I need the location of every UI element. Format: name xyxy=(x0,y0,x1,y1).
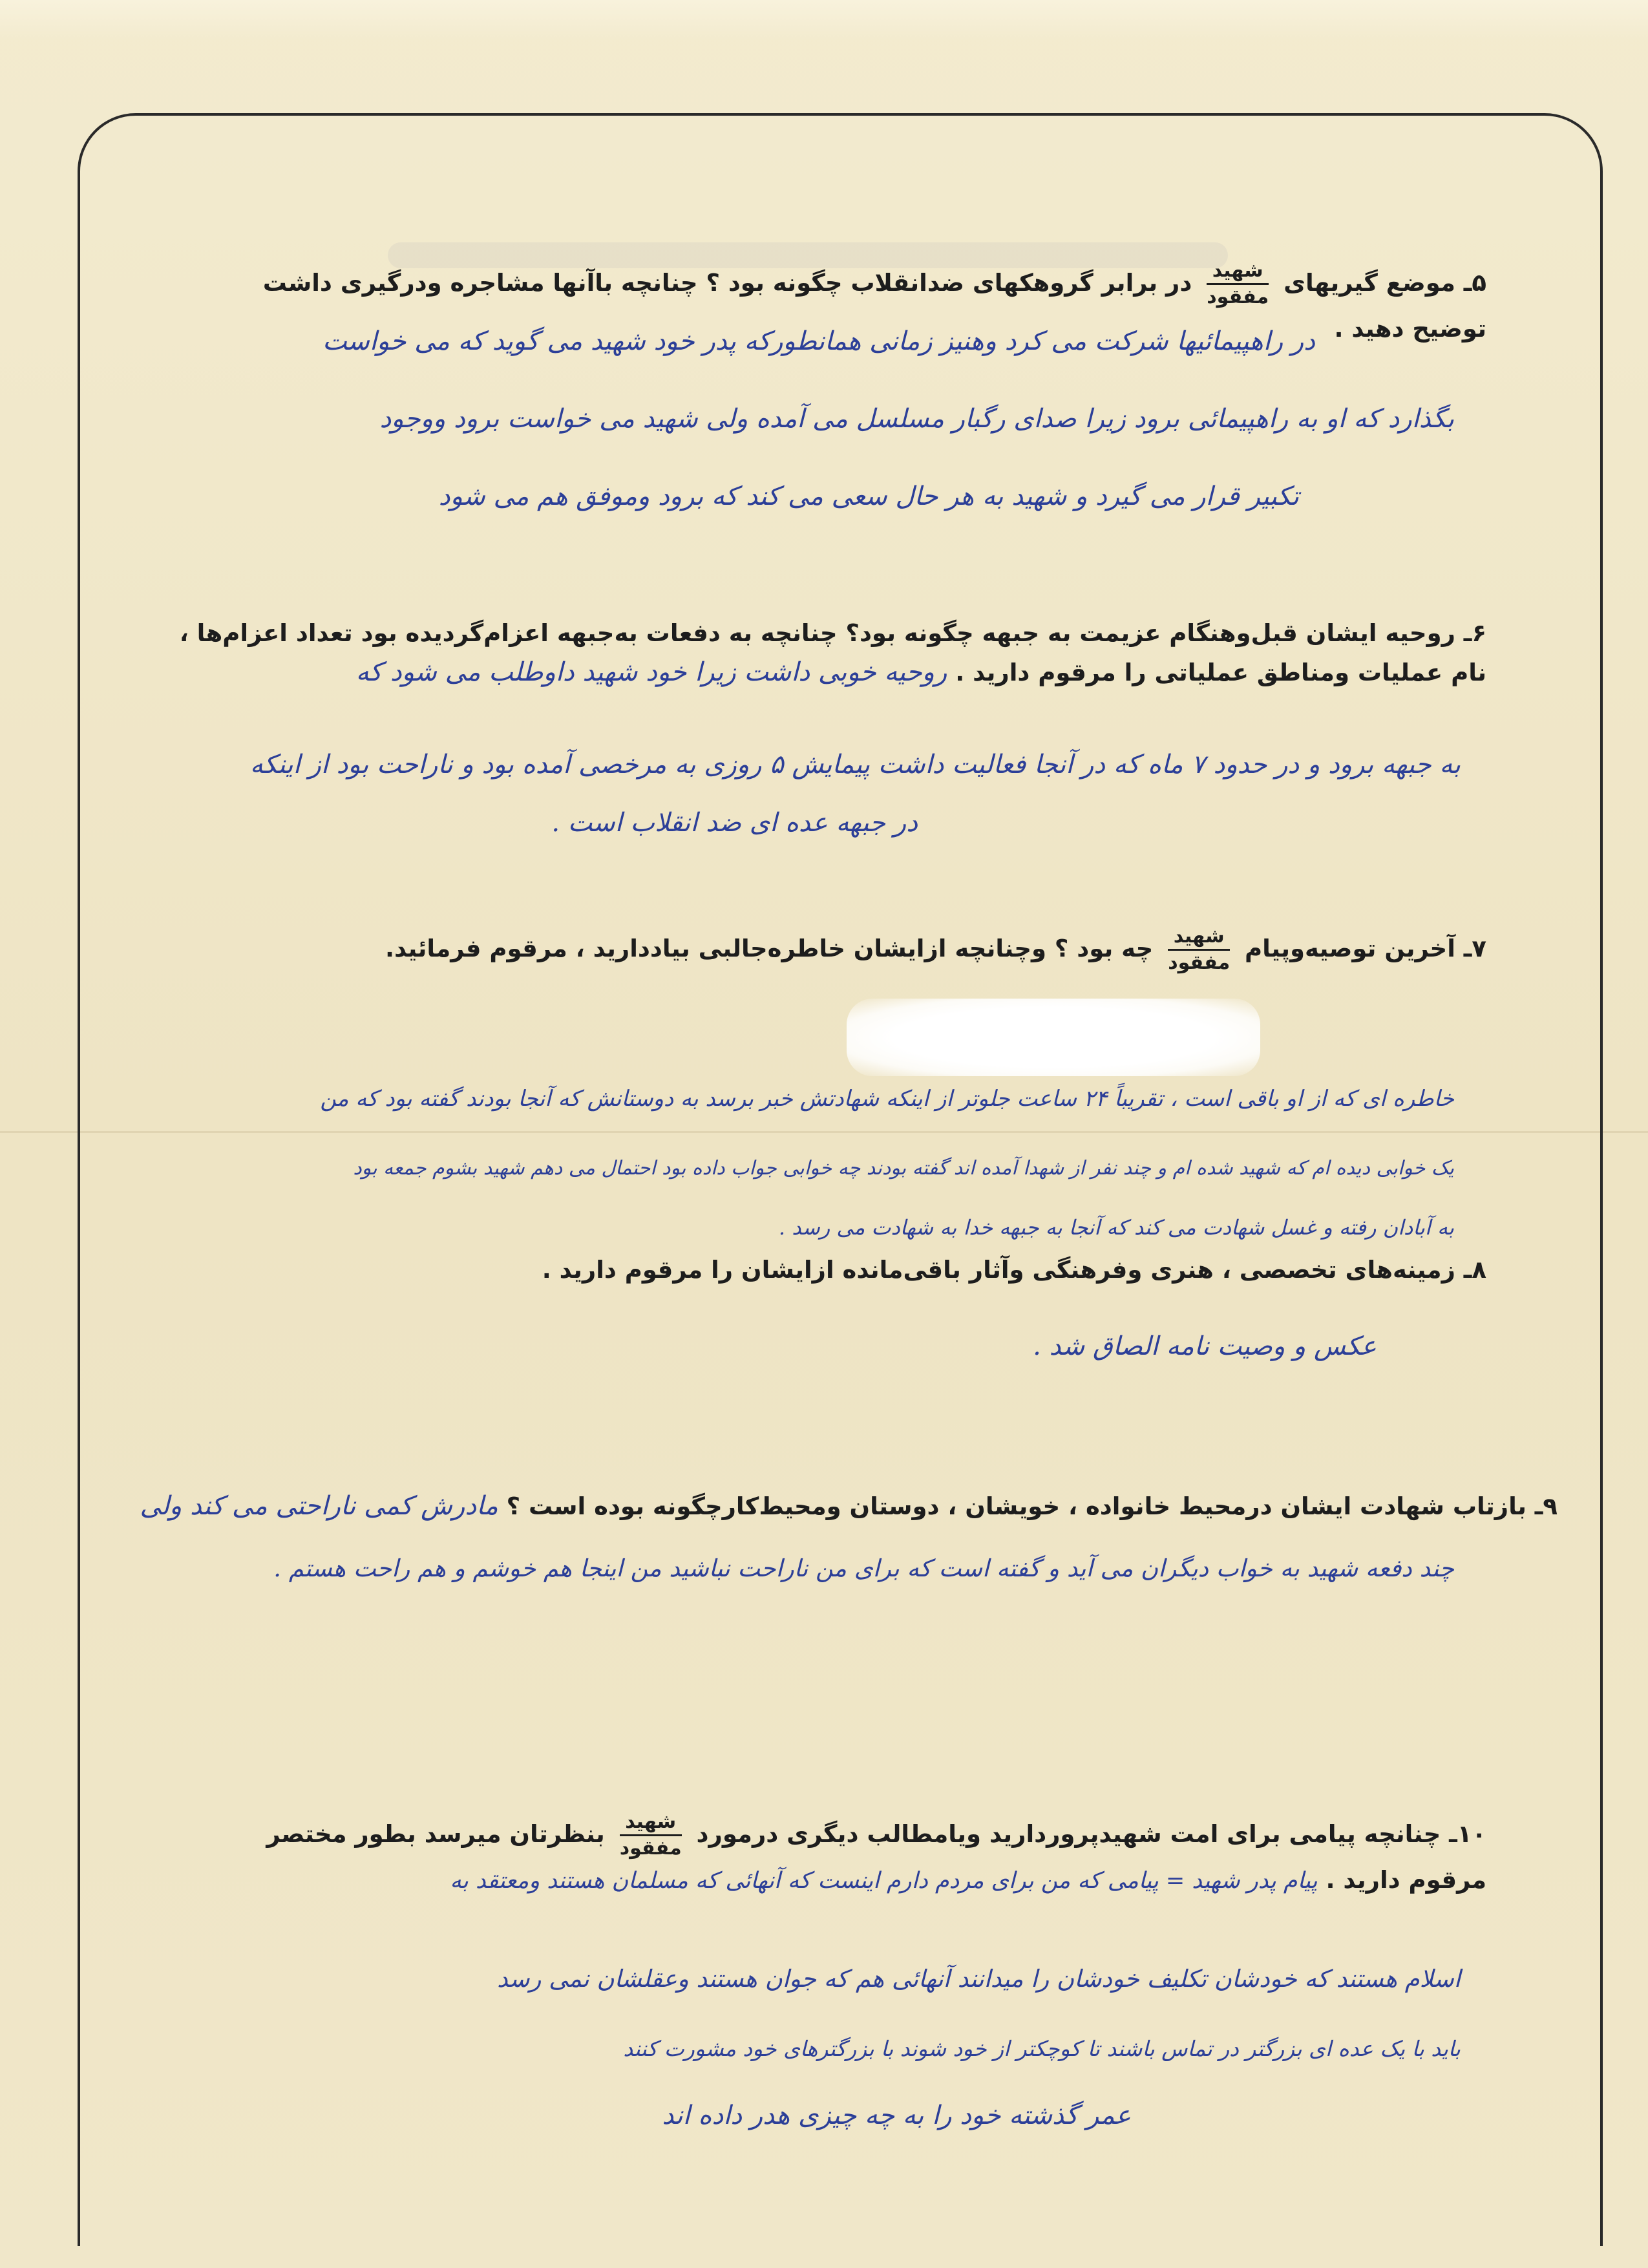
question-5-text-before: ۵ـ موضع گیریهای xyxy=(1284,269,1486,297)
question-10-text-after: بنظرتان میرسد بطور مختصر xyxy=(266,1820,605,1848)
fraction-bottom: مفقود xyxy=(1168,951,1231,974)
correction-fluid-mark xyxy=(847,999,1260,1076)
answer-10-line-2: باید با یک عده ای بزرگتر در تماس باشند تا کوچکتر از خود شوند با بزرگترهای خود مشورت کنند xyxy=(623,2036,1461,2061)
answer-8-line-1: عکس و وصیت نامه الصاق شد . xyxy=(1033,1331,1377,1361)
question-5-fraction xyxy=(1207,259,1269,310)
question-5-text-line2: توضیح دهید . xyxy=(1334,315,1486,343)
fraction-top: شهید xyxy=(620,1810,682,1836)
question-9-text: ۹ـ بازتاب شهادت ایشان درمحیط خانواده ، خویشان ، دوستان ومحیط‌کارچگونه بوده است ؟ xyxy=(506,1492,1558,1520)
question-6-line-1: ۶ـ روحیه ایشان قبل‌وهنگام عزیمت به جبهه چگونه بود؟ چنانچه به دفعات به‌جبهه اعزام‌گردیده بود تعداد اعزام‌ها ، xyxy=(179,619,1486,647)
question-8-text: ۸ـ زمینه‌های تخصصی ، هنری وفرهنگی وآثار باقی‌مانده ازایشان را مرقوم دارید . xyxy=(542,1256,1486,1284)
question-5-text-after: در برابر گروهکهای ضدانقلاب چگونه بود ؟ چنانچه باآنها مشاجره ودرگیری داشت xyxy=(262,269,1192,297)
question-9 xyxy=(71,1487,1558,1526)
question-6 xyxy=(129,614,1486,692)
question-10-line-2: مرقوم دارید . پیام پدر شهید = پیامی که من برای مردم دارم اینست که آنهائی که مسلمان هستند ومعتقد به xyxy=(450,1866,1486,1894)
answer-6-inline: روحیه خوبی داشت زیرا خود شهید داوطلب می شود که xyxy=(355,657,947,687)
question-7-fraction xyxy=(1168,924,1230,975)
fraction-bottom: مفقود xyxy=(619,1837,682,1860)
question-8 xyxy=(129,1251,1486,1289)
answer-10-inline: پیام پدر شهید = پیامی که من برای مردم دارم اینست که آنهائی که مسلمان هستند ومعتقد به xyxy=(450,1868,1318,1894)
answer-10-line-3: عمر گذشته خود را به چه چیزی هدر داده اند xyxy=(662,2101,1131,2130)
answer-7-line-1: خاطره ای که از او باقی است ، تقریباً ۲۴ ساعت جلوتر از اینکه شهادتش خبر برسد به دوستانش که آنجا بودند گفته بود که من xyxy=(320,1086,1454,1112)
question-7-text-after: چه بود ؟ وچنانچه ازایشان خاطره‌جالبی بیاددارید ، مرقوم فرمائید. xyxy=(385,935,1154,962)
question-10-text-before: ۱۰ـ چنانچه پیامی برای امت شهیدپروردارید ویامطالب دیگری درمورد xyxy=(696,1820,1486,1848)
question-6-line-2: نام عملیات ومناطق عملیاتی را مرقوم دارید . روحیه خوبی داشت زیرا خود شهید داوطلب می شود که xyxy=(355,657,1486,687)
answer-5-line-3: تکبیر قرار می گیرد و شهید به هر حال سعی می کند که برود وموفق هم می شود xyxy=(438,482,1299,511)
question-7-text-before: ۷ـ آخرین توصیه‌وپیام xyxy=(1245,935,1486,962)
question-10-fraction xyxy=(620,1810,682,1861)
answer-7-line-3: به آبادان رفته و غسل شهادت می کند که آنجا به جبهه خدا به شهادت می رسد . xyxy=(778,1215,1454,1240)
answer-6-line-1: به جبهه برود و در حدود ۷ ماه که در آنجا فعالیت داشت پیمایش ۵ روزی به مرخصی آمده بود و ناراحت بود از اینکه xyxy=(249,750,1461,779)
paper-edge xyxy=(0,0,1648,39)
answer-9-inline: مادرش کمی ناراحتی می کند ولی xyxy=(140,1491,498,1521)
answer-7-line-2: یک خوابی دیده ام که شهید شده ام و چند نفر از شهدا آمده اند گفته بودند چه خوابی جواب داده بود احتمال می دهم شهید بشوم جمعه بود xyxy=(353,1157,1454,1180)
question-7 xyxy=(129,924,1486,975)
answer-5-line-2: بگذارد که او به راهپیمائی برود زیرا صدای رگبار مسلسل می آمده ولی شهید می خواست برود ووجود xyxy=(379,404,1454,434)
answer-5-line-1: در راهپیمائیها شرکت می کرد وهنیز زمانی همانطورکه پدر خود شهید می گوید که می خواست xyxy=(322,326,1315,356)
fraction-top: شهید xyxy=(1168,924,1230,951)
fraction-top: شهید xyxy=(1207,259,1269,285)
fraction-bottom: مفقود xyxy=(1207,286,1269,308)
answer-9-line-1: چند دفعه شهید به خواب دیگران می آید و گفته است که برای من ناراحت نباشید من اینجا هم خوشم و هم راحت هستم . xyxy=(273,1554,1454,1582)
answer-10-line-1: اسلام هستند که خودشان تکلیف خودشان را میدانند آنهائی هم که جوان هستند وعقلشان نمی رسد xyxy=(497,1965,1461,1993)
answer-6-line-2: در جبهه عده ای ضد انقلاب است . xyxy=(551,808,918,838)
question-10 xyxy=(129,1810,1486,1900)
